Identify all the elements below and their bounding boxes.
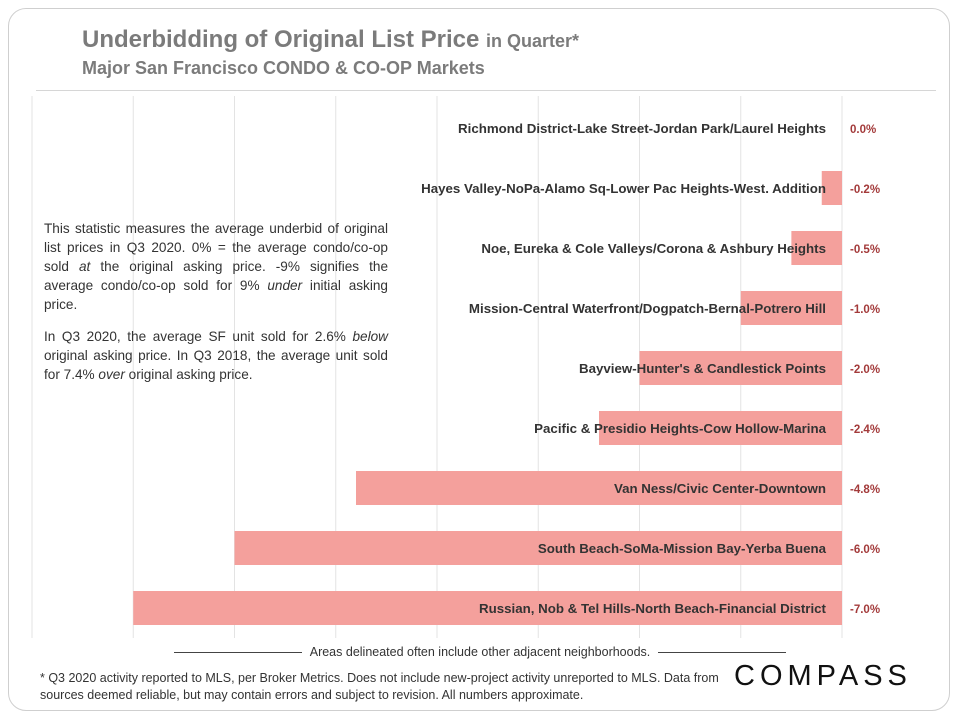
chart-title-suffix: in Quarter* — [486, 31, 580, 51]
category-label: Van Ness/Civic Center-Downtown — [613, 481, 826, 496]
value-label: -0.2% — [850, 184, 881, 196]
value-label: -6.0% — [850, 544, 881, 556]
areas-note-rule-left — [174, 652, 302, 653]
note-paragraph-1: This statistic measures the average underbid of original list prices in Q3 2020. 0% = the average condo/co-op sold at the original asking price. -9% signifies the average condo/co-op sold for 9% under initial asking price. — [44, 221, 388, 312]
category-label: Richmond District-Lake Street-Jordan Park/Laurel Heights — [458, 121, 826, 136]
note-paragraph-2: In Q3 2020, the average SF unit sold for 2.6% below original asking price. In Q3 2018, the average unit sold for 7.4% over original asking price. — [44, 329, 388, 382]
value-label: -1.0% — [850, 304, 881, 316]
category-label: South Beach-SoMa-Mission Bay-Yerba Buena — [537, 541, 826, 556]
category-label: Bayview-Hunter's & Candlestick Points — [578, 361, 826, 376]
category-label: Pacific & Presidio Heights-Cow Hollow-Marina — [534, 421, 826, 436]
category-label: Mission-Central Waterfront/Dogpatch-Bernal-Potrero Hill — [468, 301, 826, 316]
source-footnote: * Q3 2020 activity reported to MLS, per Broker Metrics. Does not include new-project activity unreported to MLS. Data from sources deemed reliable, but may contain errors and subject to revision. All numbers approximate. — [40, 671, 719, 702]
areas-note: Areas delineated often include other adjacent neighborhoods. — [0, 645, 960, 659]
value-label: -7.0% — [850, 604, 881, 616]
value-label: 0.0% — [850, 124, 877, 136]
chart-title: Underbidding of Original List Price in Quarter* — [82, 26, 580, 53]
value-label: -4.8% — [850, 484, 881, 496]
value-label: -2.4% — [850, 424, 881, 436]
value-label: -0.5% — [850, 244, 881, 256]
value-label: -2.0% — [850, 364, 881, 376]
category-label: Russian, Nob & Tel Hills-North Beach-Financial District — [478, 601, 826, 616]
category-label: Noe, Eureka & Cole Valleys/Corona & Ashbury Heights — [481, 241, 826, 256]
chart-subtitle: Major San Francisco CONDO & CO-OP Markets — [82, 58, 485, 78]
explanation-note — [44, 219, 388, 397]
category-label: Hayes Valley-NoPa-Alamo Sq-Lower Pac Heights-West. Addition — [421, 181, 826, 196]
compass-logo: COMPASS — [734, 660, 912, 692]
areas-note-rule-right — [658, 652, 786, 653]
